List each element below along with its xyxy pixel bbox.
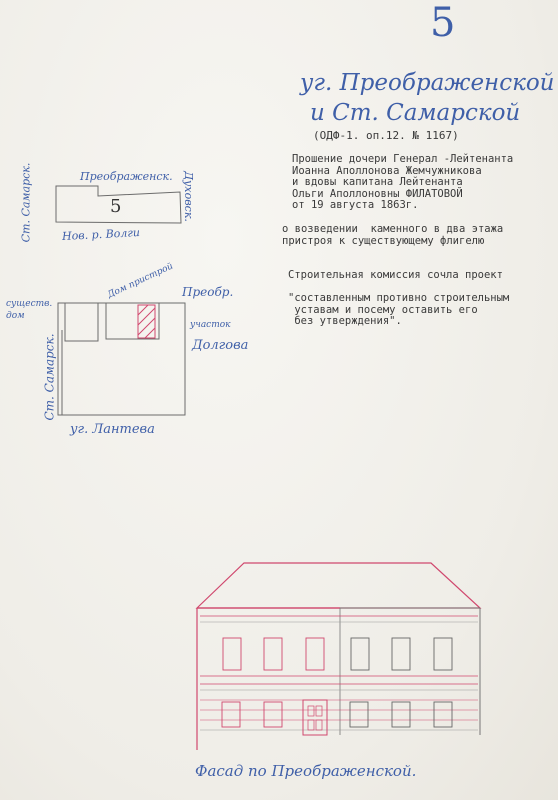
- plan2-corner-label: существ. дом: [6, 299, 53, 321]
- plan2-top-street: Преобр.: [182, 285, 234, 299]
- plan2-left-street: Ст. Самарск.: [42, 333, 57, 421]
- plan1-block-number: 5: [110, 196, 122, 217]
- quote-line: "составленным противно строительным: [288, 292, 510, 304]
- street-heading-line2: и Ст. Самарской: [310, 100, 521, 126]
- street-heading-line1: уг. Преображенской: [300, 70, 555, 96]
- subject-line: пристроя к существующему флигелю: [282, 234, 485, 247]
- site-plan-2: [58, 303, 185, 415]
- plan2-right-label2: Долгова: [192, 338, 249, 353]
- petition-line: Ольги Аполлоновны ФИЛАТОВОЙ: [292, 187, 463, 200]
- petition-line: и вдовы капитана Лейтенанта: [292, 176, 463, 188]
- plan1-bottom-street: Нов. р. Волги: [61, 225, 141, 244]
- petition-line: Прошение дочери Генерал -Лейтенанта: [292, 153, 514, 165]
- facade-drawing: [197, 563, 480, 750]
- quote-line: без утверждения".: [288, 315, 402, 327]
- petition-line: от 19 августа 1863г.: [292, 199, 419, 211]
- quote-line: уставам и посему оставить его: [288, 303, 478, 316]
- plan2-annex-label: Дом пристрой: [106, 261, 175, 301]
- annex-hatching: [138, 305, 155, 338]
- plan2-bottom-street: уг. Лантева: [70, 422, 155, 437]
- plan1-top-street: Преображенск.: [80, 170, 173, 183]
- plan1-left-street: Ст. Самарск.: [19, 162, 33, 243]
- plan1-right-street: Духовск.: [181, 171, 195, 222]
- facade-caption: Фасад по Преображенской.: [195, 762, 417, 780]
- subject-line: о возведении каменного в два этажа: [282, 223, 504, 235]
- archive-reference: (ОДФ-1. оп.12. № 1167): [313, 129, 459, 142]
- sheet-number: 5: [430, 0, 456, 46]
- plan2-right-label1: участок: [190, 320, 231, 330]
- commission-intro: Строительная комиссия сочла проект: [288, 269, 503, 281]
- petition-line: Иоанна Аполлонова Жемчужникова: [292, 164, 482, 177]
